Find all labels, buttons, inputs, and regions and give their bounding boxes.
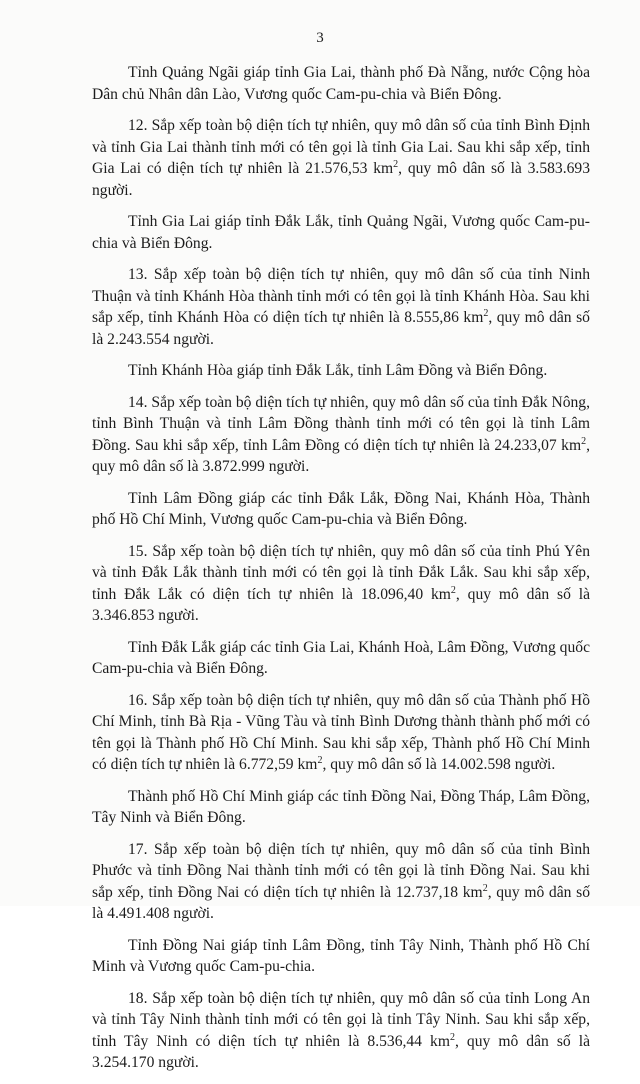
article-18 (92, 988, 590, 1074)
article-13 (92, 264, 590, 350)
superscript: 2 (581, 435, 587, 447)
document-body (92, 62, 590, 1084)
paragraph (92, 211, 590, 254)
paragraph-text: 14. Sắp xếp toàn bộ diện tích tự nhiên, quy mô dân số của tỉnh Đắk Nông, tỉnh Bình Thuận và tỉnh Lâm Đồng thành tỉnh mới có tên gọi là tỉnh Lâm Đồng. Sau khi sắp xếp, tỉnh Lâm Đồng có diện tích tự nhiên là 24.233,07 km (92, 393, 590, 454)
paragraph-text: 18. Sắp xếp toàn bộ diện tích tự nhiên, quy mô dân số của tỉnh Long An và tỉnh Tây Ninh thành tỉnh mới có tên gọi là tỉnh Tây Ninh. Sau khi sắp xếp, tỉnh Tây Ninh có diện tích tự nhiên là 8.536,44 km (92, 989, 590, 1050)
paragraph-text: Tỉnh Đắk Lắk giáp các tỉnh Gia Lai, Khánh Hoà, Lâm Đồng, Vương quốc Cam-pu-chia và Biển Đông. (92, 638, 590, 677)
article-14 (92, 392, 590, 478)
paragraph-text: 16. Sắp xếp toàn bộ diện tích tự nhiên, quy mô dân số của Thành phố Hồ Chí Minh, tỉnh Bà Rịa - Vũng Tàu và tỉnh Bình Dương thành thành phố mới có tên gọi là Thành phố Hồ Chí Minh. Sau khi sắp xếp, Thành phố Hồ Chí Minh có diện tích tự nhiên là 6.772,59 km (92, 691, 590, 773)
paragraph (92, 786, 590, 829)
paragraph-text: 17. Sắp xếp toàn bộ diện tích tự nhiên, quy mô dân số của tỉnh Bình Phước và tỉnh Đồng Nai thành tỉnh mới có tên gọi là tỉnh Đồng Nai. Sau khi sắp xếp, tỉnh Đồng Nai có diện tích tự nhiên là 12.737,18 km (92, 840, 590, 901)
paragraph-text: , quy mô dân số là 3.254.170 người. (92, 1032, 591, 1071)
paragraph-text: Tỉnh Khánh Hòa giáp tỉnh Đắk Lắk, tỉnh Lâm Đồng và Biển Đông. (128, 362, 548, 379)
paragraph-text: 13. Sắp xếp toàn bộ diện tích tự nhiên, quy mô dân số của tỉnh Ninh Thuận và tỉnh Khánh Hòa thành tỉnh mới có tên gọi là tỉnh Khánh Hòa. Sau khi sắp xếp, tỉnh Khánh Hòa có diện tích tự nhiên là 8.555,86 km (92, 266, 590, 326)
paragraph-text: Thành phố Hồ Chí Minh giáp các tỉnh Đồng Nai, Đồng Tháp, Lâm Đồng, Tây Ninh và Biển Đông. (92, 787, 590, 826)
article-17 (92, 839, 590, 925)
paragraph-text: Tỉnh Gia Lai giáp tỉnh Đắk Lắk, tỉnh Quảng Ngãi, Vương quốc Cam-pu-chia và Biển Đông. (92, 213, 590, 252)
paragraph-text: , quy mô dân số là 2.243.554 người. (92, 309, 590, 348)
paragraph-text: Tỉnh Đồng Nai giáp tỉnh Lâm Đồng, tỉnh Tây Ninh, Thành phố Hồ Chí Minh và Vương quốc Cam-pu-chia. (92, 936, 590, 975)
paragraph-text: 12. Sắp xếp toàn bộ diện tích tự nhiên, quy mô dân số của tỉnh Bình Định và tỉnh Gia Lai thành tỉnh mới có tên gọi là tỉnh Gia Lai. Sau khi sắp xếp, tỉnh Gia Lai có diện tích tự nhiên là 21.576,53 km (92, 117, 590, 177)
article-12 (92, 115, 590, 201)
paragraph-text: , quy mô dân số là 14.002.598 người. (322, 756, 556, 773)
paragraph-text: , quy mô dân số là 3.583.693 người. (92, 160, 590, 199)
page-number: 3 (316, 30, 324, 46)
paragraph (92, 360, 590, 382)
paragraph (92, 935, 590, 978)
paragraph-text: , quy mô dân số là 4.491.408 người. (92, 883, 590, 922)
article-15 (92, 541, 590, 627)
paragraph-text: Tỉnh Quảng Ngãi giáp tỉnh Gia Lai, thành phố Đà Nẵng, nước Cộng hòa Dân chủ Nhân dân Lào, Vương quốc Cam-pu-chia và Biển Đông. (92, 64, 590, 103)
paragraph (92, 637, 590, 680)
superscript: 2 (449, 1031, 455, 1043)
article-16 (92, 690, 590, 776)
superscript: 2 (482, 882, 488, 894)
superscript: 2 (450, 584, 456, 596)
paragraph-text: , quy mô dân số là 3.346.853 người. (92, 585, 590, 624)
superscript: 2 (317, 754, 323, 766)
superscript: 2 (393, 158, 399, 170)
paragraph-text: 15. Sắp xếp toàn bộ diện tích tự nhiên, quy mô dân số của tỉnh Phú Yên và tỉnh Đắk Lắk thành tỉnh mới có tên gọi là tỉnh Đắk Lắk. Sau khi sắp xếp, tỉnh Đắk Lắk có diện tích tự nhiên là 18.096,40 km (92, 542, 590, 603)
paragraph (92, 488, 590, 531)
superscript: 2 (483, 307, 489, 319)
paragraph-text: Tỉnh Lâm Đồng giáp các tỉnh Đắk Lắk, Đồng Nai, Khánh Hòa, Thành phố Hồ Chí Minh, Vương quốc Cam-pu-chia và Biển Đông. (92, 489, 590, 528)
paragraph-text: , quy mô dân số là 3.872.999 người. (92, 436, 590, 475)
paragraph (92, 62, 590, 105)
